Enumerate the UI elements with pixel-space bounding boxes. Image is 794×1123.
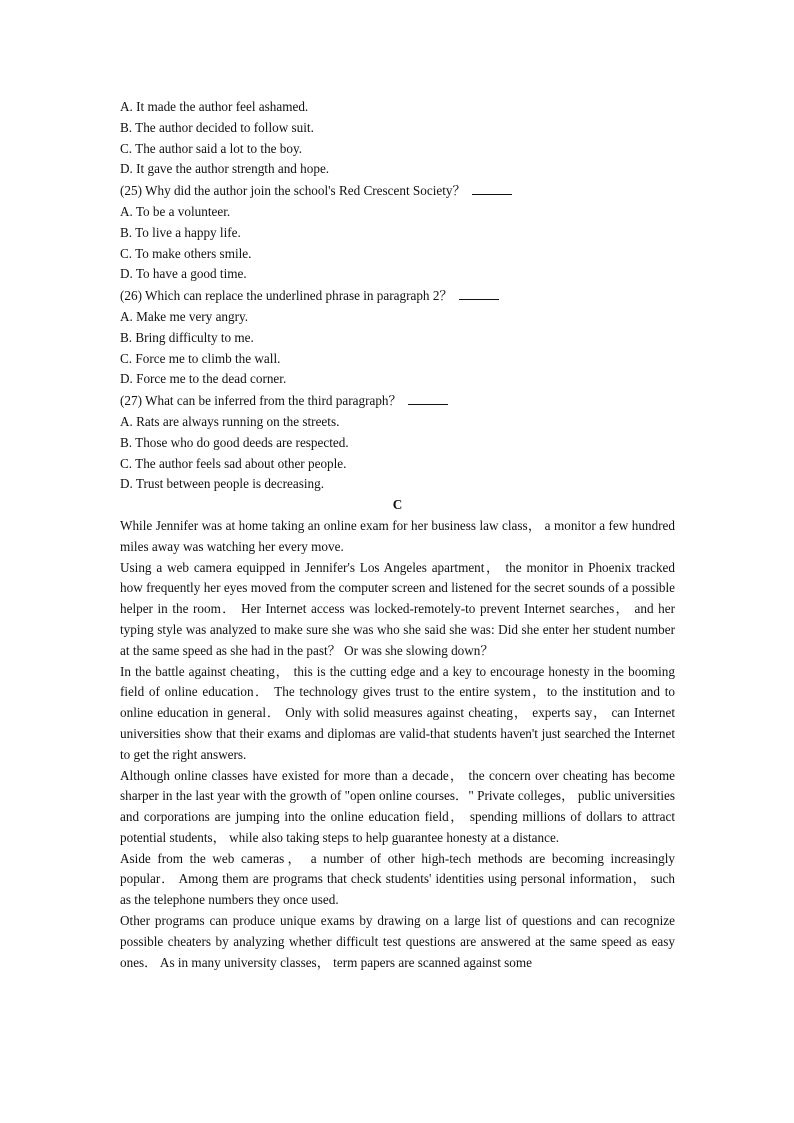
q24-option-d: D. It gave the author strength and hope.	[120, 161, 330, 177]
q25-option-a: A. To be a volunteer.	[120, 203, 231, 219]
q26-option-c: C. Force me to climb the wall.	[120, 350, 281, 366]
q27-option-a: A. Rats are always running on the streets.	[120, 413, 340, 429]
q25-option-d: D. To have a good time.	[120, 266, 247, 282]
passage-paragraph-3: In the battle against cheating， this is the cutting edge and a key to encourage honesty in the booming field of online education． The technology gives trust to the entire system，to the institution and to online education in general． Only with solid measures against cheating， experts say， can Internet universities show that their exams and diplomas are valid-that students haven't just searched the Internet to get the right answers.	[120, 663, 675, 762]
q25-answer-blank[interactable]	[472, 180, 512, 195]
q27-option-b: B. Those who do good deeds are respected.	[120, 434, 349, 450]
q27-question: (27) What can be inferred from the third paragraph？	[120, 393, 402, 409]
q26-question-line	[120, 285, 675, 307]
passage-paragraph-5: Aside from the web cameras， a number of other high-tech methods are becoming increasingly popular． Among them are programs that check students' identities using personal information， such as the telephone numbers they once used.	[120, 850, 675, 908]
q26-option-b: B. Bring difficulty to me.	[120, 329, 254, 345]
q25-option-b: B. To live a happy life.	[120, 224, 241, 240]
passage-paragraph-1: While Jennifer was at home taking an online exam for her business law class， a monitor a few hundred miles away was watching her every move.	[120, 517, 675, 554]
passage-paragraph-6: Other programs can produce unique exams by drawing on a large list of questions and can recognize possible cheaters by analyzing whether difficult test questions are answered at the same speed as easy ones． As in many university classes， term papers are scanned against some	[120, 913, 675, 970]
passage-paragraph-4: Although online classes have existed for more than a decade， the concern over cheating has become sharper in the last year with the growth of "open online courses．" Private colleges， public universities and corporations are jumping into the online education field， spending millions of dollars to attract potential students， while also taking steps to help guarantee honesty at a distance.	[120, 767, 675, 845]
section-c-heading: C	[392, 497, 403, 513]
q25-option-c: C. To make others smile.	[120, 245, 252, 261]
q27-answer-blank[interactable]	[408, 390, 448, 405]
q26-question: (26) Which can replace the underlined phrase in paragraph 2？	[120, 288, 453, 304]
exam-page	[120, 97, 675, 973]
q27-option-d: D. Trust between people is decreasing.	[120, 476, 324, 492]
q27-question-line	[120, 390, 675, 412]
q24-option-a: A. It made the author feel ashamed.	[120, 99, 309, 114]
q26-option-a: A. Make me very angry.	[120, 308, 249, 324]
q24-option-b: B. The author decided to follow suit.	[120, 119, 314, 135]
q25-question-line	[120, 180, 675, 202]
passage-paragraph-2: Using a web camera equipped in Jennifer's Los Angeles apartment， the monitor in Phoenix tracked how frequently her eyes moved from the computer screen and listened for the secret sounds of a possible helper in the room． Her Internet access was locked-remotely-to prevent Internet searches， and her typing style was analyzed to make sure she was who she said she was: Did she enter her student number at the same speed as she had in the past？ Or was she slowing down？	[120, 559, 675, 658]
q25-question: (25) Why did the author join the school's Red Crescent Society？	[120, 183, 466, 199]
q24-option-c: C. The author said a lot to the boy.	[120, 140, 303, 156]
q27-option-c: C. The author feels sad about other people.	[120, 455, 347, 471]
q26-answer-blank[interactable]	[459, 285, 499, 300]
q26-option-d: D. Force me to the dead corner.	[120, 371, 287, 387]
